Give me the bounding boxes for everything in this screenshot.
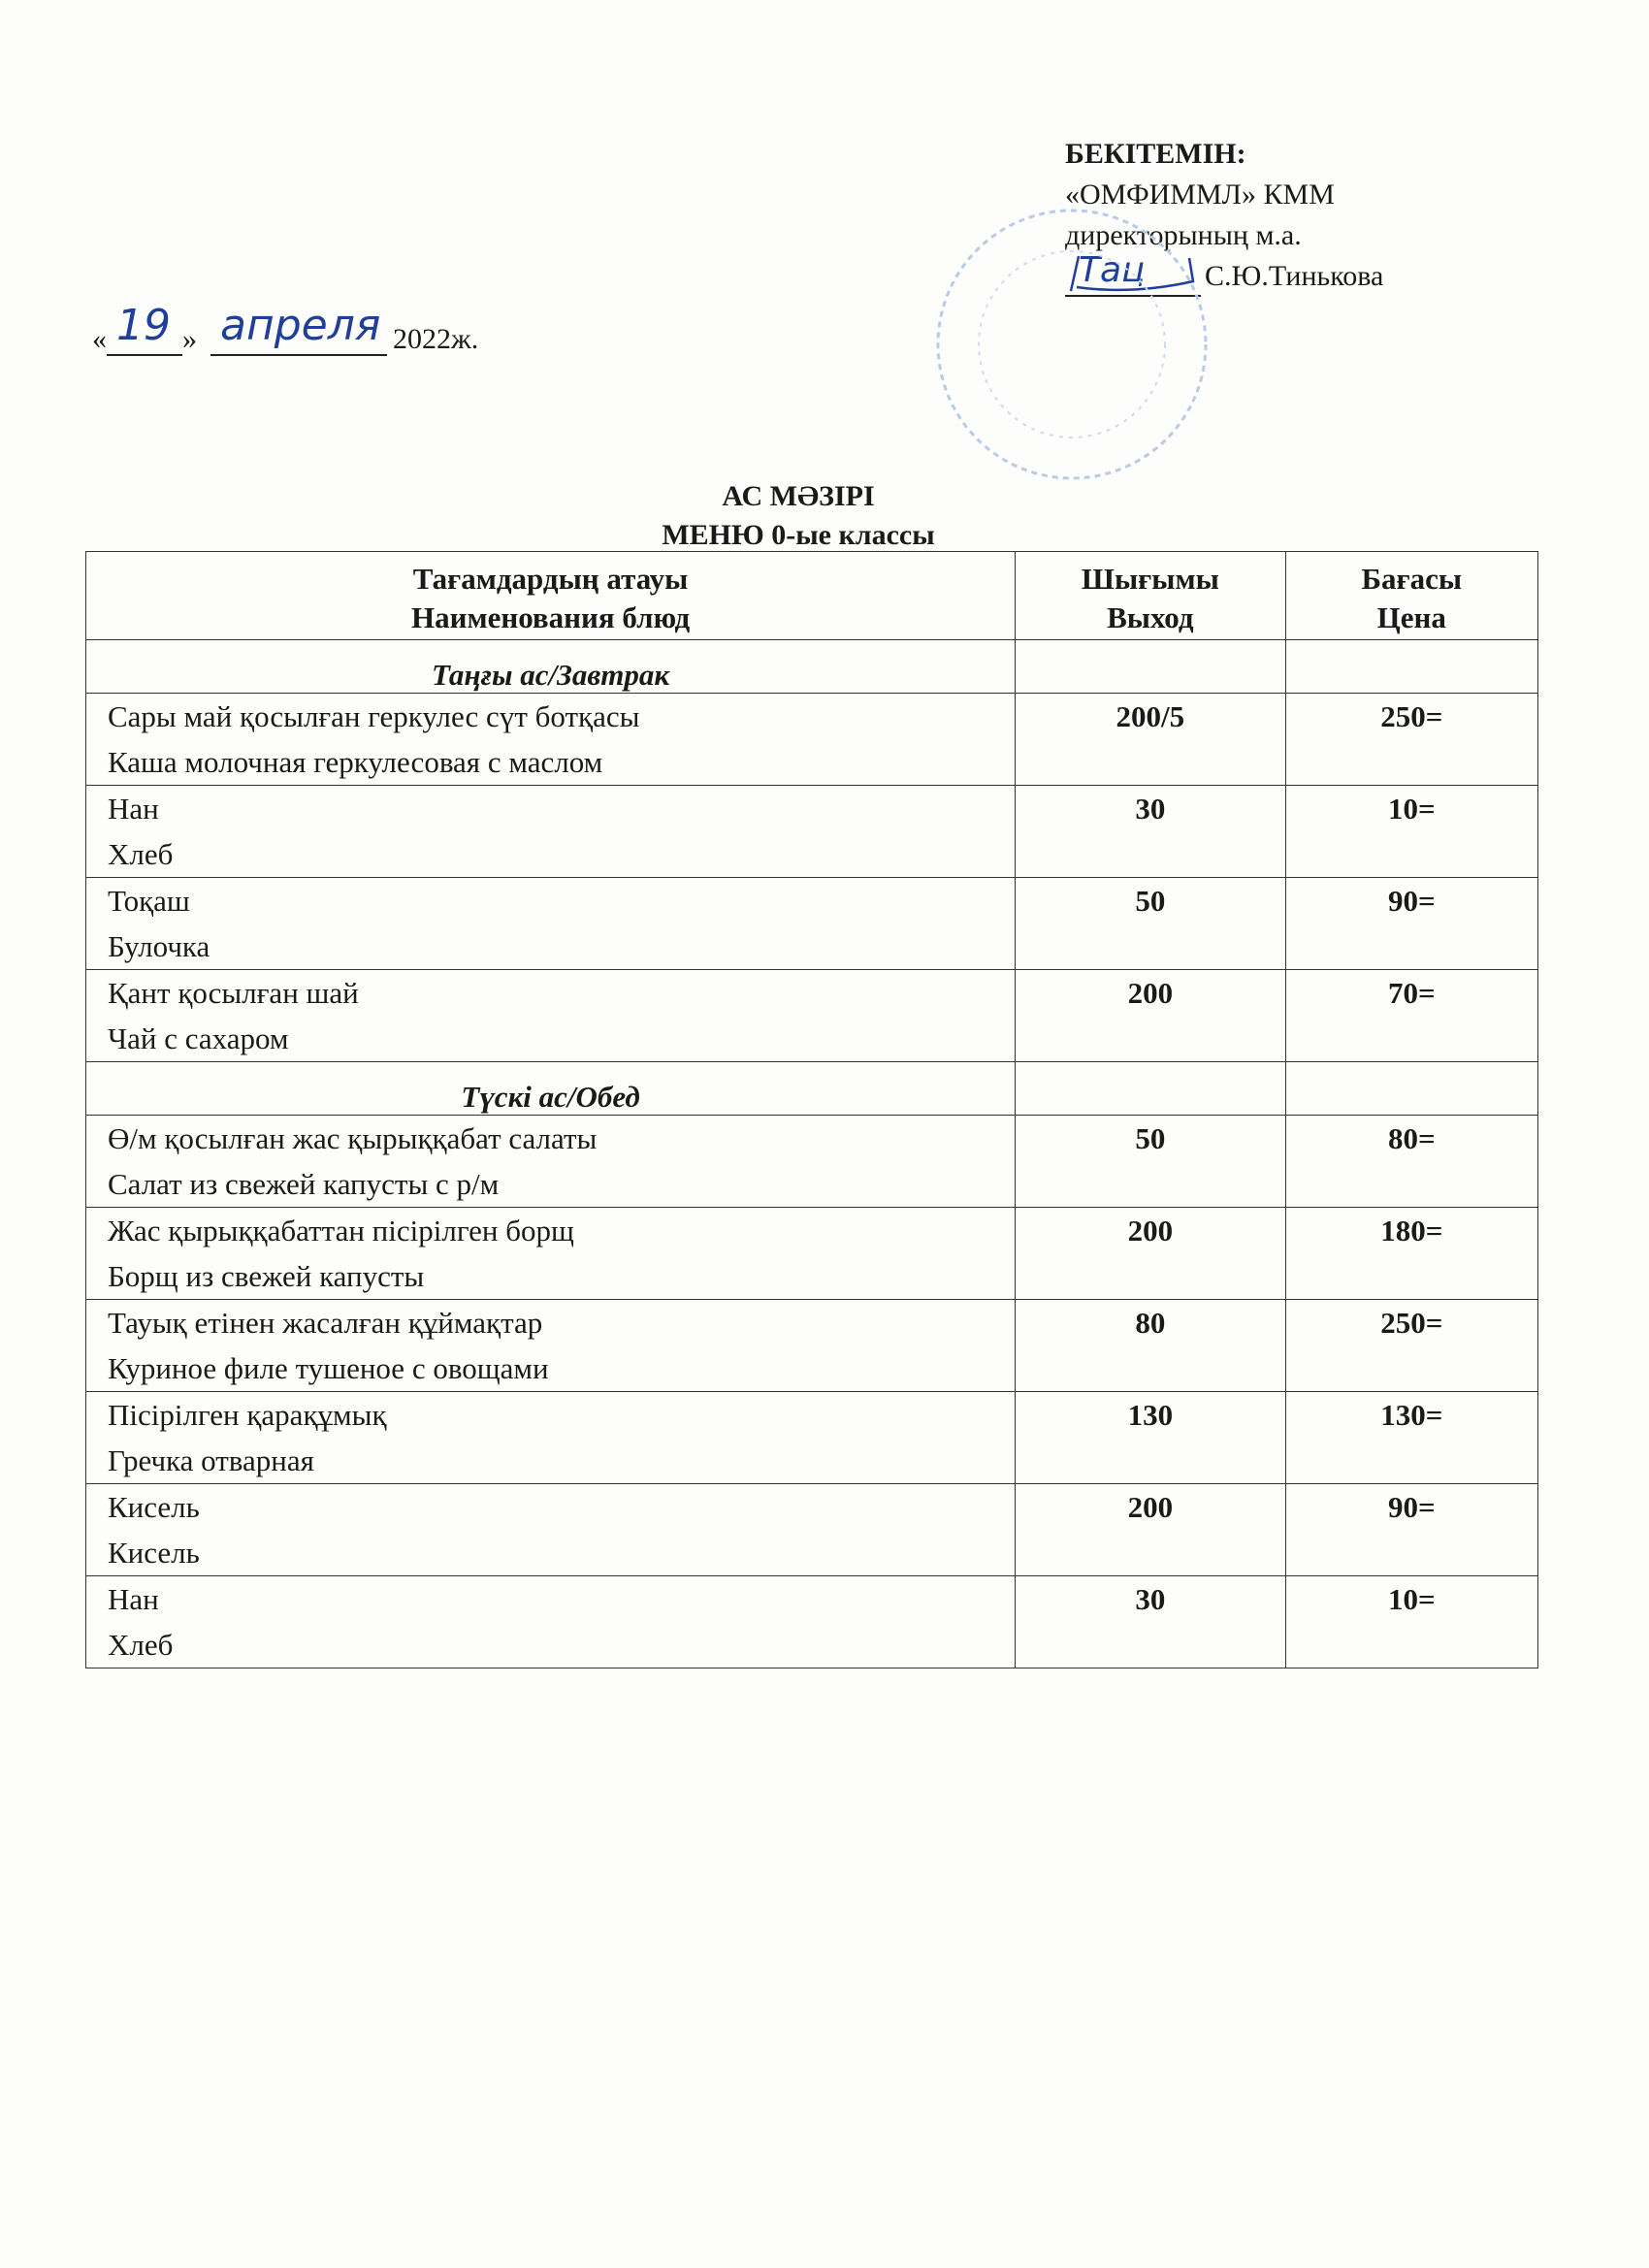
table-row xyxy=(86,1300,1538,1392)
menu-table xyxy=(85,551,1538,1669)
header-dish-name-ru: Наименования блюд xyxy=(410,600,691,634)
date-day: 19 xyxy=(116,301,171,350)
dish-name-kz: Жас қырыққабаттан пісірілген борщ xyxy=(108,1214,574,1247)
dish-name-kz: Тауық етінен жасалған құймақтар xyxy=(108,1306,543,1340)
title-ru: МЕНЮ 0-ые классы xyxy=(662,519,935,551)
date-day-blank xyxy=(107,301,182,356)
dish-name-ru: Каша молочная геркулесовая с маслом xyxy=(108,745,603,779)
dish-yield: 130 xyxy=(1016,1392,1285,1484)
dish-yield: 80 xyxy=(1016,1300,1285,1392)
dish-yield: 200 xyxy=(1016,1208,1285,1300)
dish-price: 250= xyxy=(1285,694,1537,786)
dish-name-ru: Гречка отварная xyxy=(108,1443,314,1477)
dish-name-kz: Пісірілген қарақұмық xyxy=(108,1398,387,1432)
section-title: Түскі ас/Обед xyxy=(86,1062,1016,1116)
dish-price: 70= xyxy=(1285,970,1537,1062)
dish-name-ru: Салат из свежей капусты с р/м xyxy=(108,1167,500,1201)
section-row-lunch xyxy=(86,1062,1538,1116)
dish-price: 90= xyxy=(1285,878,1537,970)
title-kz: АС МӘЗІРІ xyxy=(722,480,875,512)
page-title xyxy=(0,477,1597,555)
header-price xyxy=(1285,552,1537,640)
header-yield-kz: Шығымы xyxy=(1081,562,1219,596)
header-price-ru: Цена xyxy=(1376,600,1446,634)
dish-price: 130= xyxy=(1285,1392,1537,1484)
dish-name-kz: Ө/м қосылған жас қырыққабат салаты xyxy=(108,1121,598,1155)
dish-yield: 200 xyxy=(1016,970,1285,1062)
dish-name-ru: Чай с сахаром xyxy=(108,1021,289,1055)
section-title: Таңғы ас/Завтрак xyxy=(86,640,1016,694)
dish-price: 80= xyxy=(1285,1116,1537,1208)
date-month: апреля xyxy=(220,301,381,350)
dish-name-kz: Нан xyxy=(108,792,159,826)
dish-yield: 50 xyxy=(1016,878,1285,970)
dish-yield: 50 xyxy=(1016,1116,1285,1208)
header-yield-ru: Выход xyxy=(1107,600,1194,634)
dish-name-ru: Кисель xyxy=(108,1536,200,1570)
handwritten-signature: Тац xyxy=(1079,250,1146,290)
table-row xyxy=(86,878,1538,970)
date-open-quote: « xyxy=(92,323,107,355)
dish-price: 90= xyxy=(1285,1484,1537,1576)
dish-price: 10= xyxy=(1285,1576,1537,1669)
dish-name-ru: Булочка xyxy=(108,929,210,963)
approval-org: «ОМФИММЛ» КММ xyxy=(1065,178,1335,211)
dish-name-ru: Борщ из свежей капусты xyxy=(108,1259,425,1293)
table-row xyxy=(86,1116,1538,1208)
date-line xyxy=(92,301,479,356)
table-row xyxy=(86,1208,1538,1300)
header-yield xyxy=(1016,552,1285,640)
dish-yield: 30 xyxy=(1016,1576,1285,1669)
dish-name-kz: Тоқаш xyxy=(108,884,190,918)
approval-name: С.Ю.Тинькова xyxy=(1205,260,1384,292)
dish-yield: 30 xyxy=(1016,786,1285,878)
header-dish-name xyxy=(86,552,1016,640)
round-stamp-icon xyxy=(926,199,1217,490)
table-row xyxy=(86,786,1538,878)
dish-name-ru: Хлеб xyxy=(108,837,174,871)
dish-price: 10= xyxy=(1285,786,1537,878)
dish-name-kz: Сары май қосылған геркулес сүт ботқасы xyxy=(108,699,640,733)
dish-price: 180= xyxy=(1285,1208,1537,1300)
dish-name-ru: Хлеб xyxy=(108,1628,174,1662)
dish-name-kz: Кисель xyxy=(108,1490,200,1524)
header-price-kz: Бағасы xyxy=(1361,562,1463,596)
header-dish-name-kz: Тағамдардың атауы xyxy=(412,562,689,596)
dish-yield: 200 xyxy=(1016,1484,1285,1576)
approval-role: директорының м.а. xyxy=(1065,219,1302,251)
table-header-row xyxy=(86,552,1538,640)
table-row xyxy=(86,970,1538,1062)
dish-name-ru: Куриное филе тушеное с овощами xyxy=(108,1351,549,1385)
date-close-quote: » xyxy=(182,323,197,355)
section-row-breakfast xyxy=(86,640,1538,694)
date-month-blank xyxy=(210,301,387,356)
table-row xyxy=(86,1484,1538,1576)
dish-name-kz: Қант қосылған шай xyxy=(108,976,359,1010)
dish-price: 250= xyxy=(1285,1300,1537,1392)
approval-title: БЕКІТЕМІН: xyxy=(1065,138,1246,170)
date-year: 2022ж. xyxy=(393,323,479,355)
table-row xyxy=(86,1576,1538,1669)
table-row xyxy=(86,694,1538,786)
dish-name-kz: Нан xyxy=(108,1582,159,1616)
dish-yield: 200/5 xyxy=(1016,694,1285,786)
table-row xyxy=(86,1392,1538,1484)
